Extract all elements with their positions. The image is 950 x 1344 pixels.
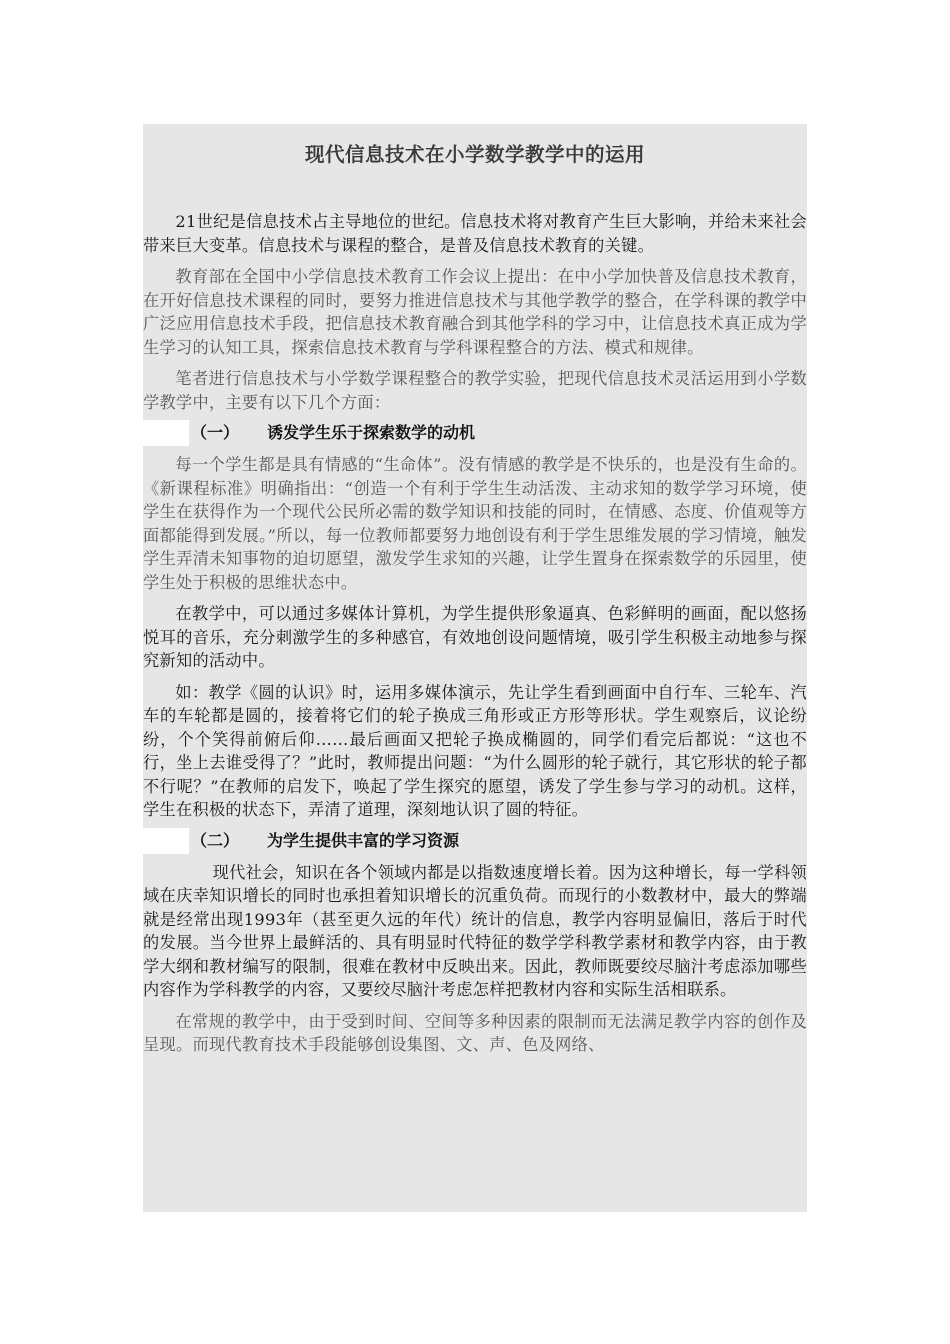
section-heading-1 [143, 420, 807, 446]
paragraph-emotion: 每一个学生都是具有情感的“生命体”。没有情感的教学是不快乐的，也是没有生命的。《新课程标准》明确指出：“创造一个有利于学生生动活泼、主动求知的数学学习环境，使学生在获得作为一个现代公民所必需的数学知识和技能的同时，在情感、态度、价值观等方面都能得到发展。”所以，每一位教师都要努力地创设有利于学生思维发展的学习情境，触发学生弄清未知事物的迫切愿望，激发学生求知的兴趣，让学生置身在探索数学的乐园里，使学生处于积极的思维状态中。 [143, 455, 807, 592]
heading-margin-mask [143, 828, 189, 854]
document-page [143, 124, 807, 1212]
heading-margin-mask [143, 420, 189, 446]
paragraph-intro: 21世纪是信息技术占主导地位的世纪。信息技术将对教育产生巨大影响，并给未来社会带来巨大变革。信息技术与课程的整合，是普及信息技术教育的关键。 [143, 212, 807, 255]
section-title: 为学生提供丰富的学习资源 [267, 830, 460, 850]
paragraph-experiment: 笔者进行信息技术与小学数学课程整合的教学实验，把现代信息技术灵活运用到小学数学教学中，主要有以下几个方面： [143, 369, 807, 412]
document-body [143, 210, 807, 1065]
paragraph-circle-example: 如：教学《圆的认识》时，运用多媒体演示，先让学生看到画面中自行车、三轮车、汽车的车轮都是圆的，接着将它们的轮子换成三角形或正方形等形状。学生观察后，议论纷纷，个个笑得前俯后仰……最后画面又把轮子换成椭圆的，同学们看完后都说：“这也不行，坐上去谁受得了？”此时，教师提出问题：“为什么圆形的轮子就行，其它形状的轮子都不行呢？”在教师的启发下，唤起了学生探究的愿望，诱发了学生参与学习的动机。这样，学生在积极的状态下，弄清了道理，深刻地认识了圆的特征。 [143, 682, 807, 819]
paragraph-conventional-teaching: 在常规的教学中，由于受到时间、空间等多种因素的限制而无法满足教学内容的创作及呈现。而现代教育技术手段能够创设集图、文、声、色及网络、 [143, 1011, 807, 1054]
document-title: 现代信息技术在小学数学教学中的运用 [304, 143, 645, 166]
section-heading-2 [143, 828, 807, 854]
section-number: （二） [191, 830, 240, 850]
section-title: 诱发学生乐于探索数学的动机 [267, 423, 476, 442]
section-number: （一） [191, 423, 240, 442]
paragraph-modern-society: 现代社会，知识在各个领域内都是以指数速度增长着。因为这种增长，每一学科领域在庆幸知识增长的同时也承担着知识增长的沉重负荷。而现行的小数教材中，最大的弊端就是经常出现1993年（甚至更久远的年代）统计的信息，教学内容明显偏旧，落后于时代的发展。当今世界上最鲜活的、具有明显时代特征的数学学科教学素材和教学内容，由于教学大纲和教材编写的限制，很难在教材中反映出来。因此，教师既要绞尽脑汁考虑添加哪些内容作为学科教学的内容，又要绞尽脑汁考虑怎样把教材内容和实际生活相联系。 [143, 862, 807, 999]
paragraph-ministry: 教育部在全国中小学信息技术教育工作会议上提出：在中小学加快普及信息技术教育，在开好信息技术课程的同时，要努力推进信息技术与其他学教学的整合，在学科课的教学中广泛应用信息技术手段，把信息技术教育融合到其他学科的学习中，让信息技术真正成为学生学习的认知工具，探索信息技术教育与学科课程整合的方法、模式和规律。 [143, 267, 807, 357]
paragraph-multimedia: 在教学中，可以通过多媒体计算机，为学生提供形象逼真、色彩鲜明的画面，配以悠扬悦耳的音乐，充分刺激学生的多种感官，有效地创设问题情境，吸引学生积极主动地参与探究新知的活动中。 [143, 604, 807, 670]
